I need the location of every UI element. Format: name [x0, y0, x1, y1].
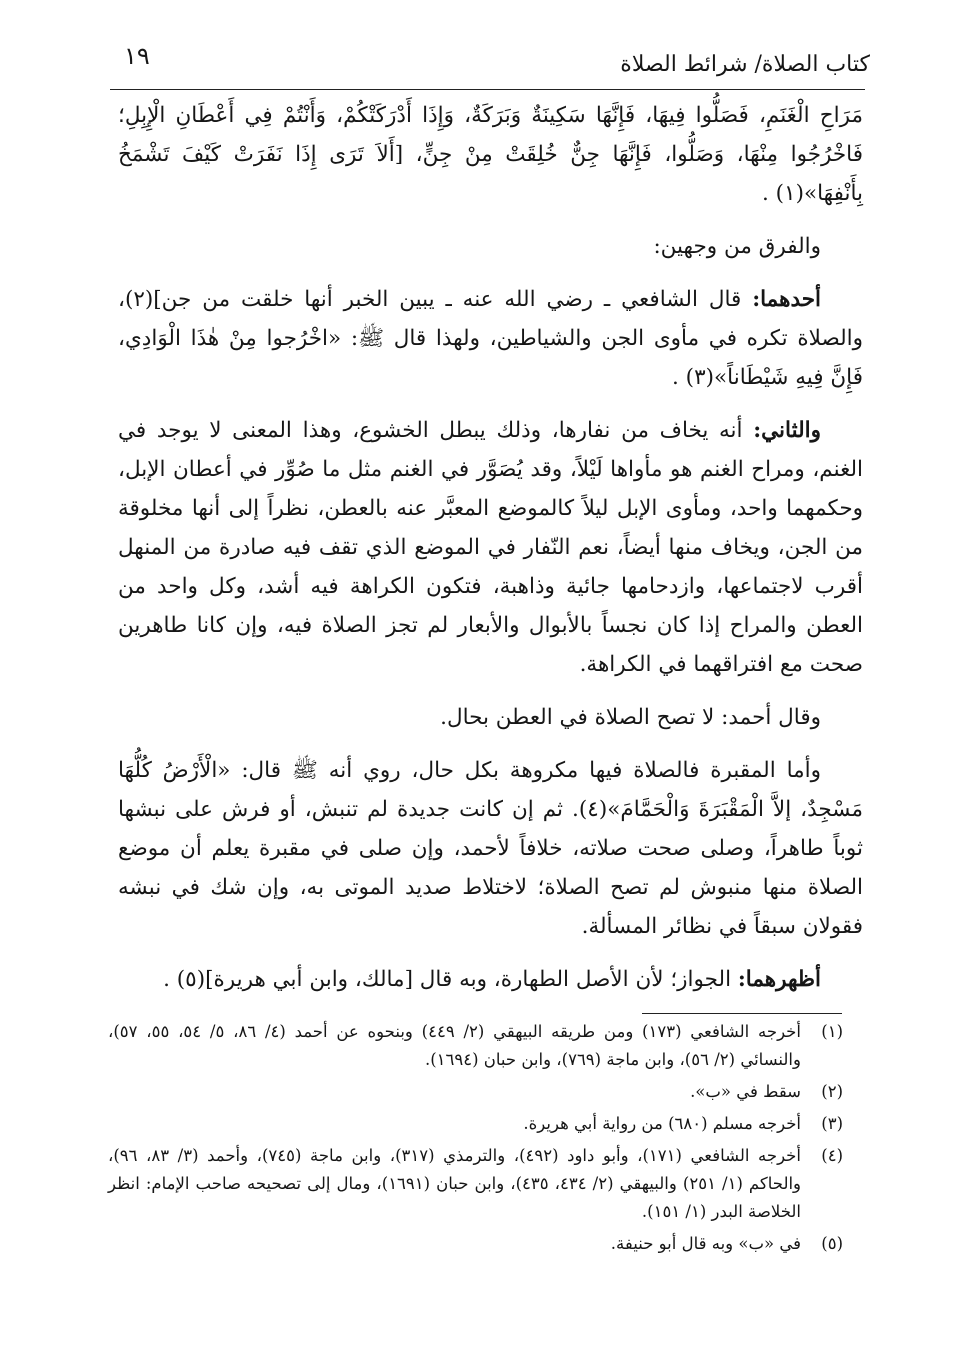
- main-text: [118, 96, 863, 999]
- first-reason-text: قال الشافعي ـ رضي الله عنه ـ يبين الخبر أنها خلقت من جن](٢)، والصلاة تكره في مأوى الجن والشياطين، ولهذا قال ﷺ: «اخْرُجوا مِنْ هٰذَا الْوَادِي، فَإِنَّ فِيهِ شَيْطَاناً»(٣) .: [118, 287, 863, 390]
- second-reason-text: أنه يخاف من نفارها، وذلك يبطل الخشوع، وهذا المعنى لا يوجد في الغنم، ومراح الغنم هو مأواها لَيْلاً، وقد يُصَوَّر في الغنم مثل ما صُوِّر في أعطان الإبل، وحكمهما واحد، ومأوى الإبل ليلاً كالموضع المعبَّر عنه بالعطن، نظراً إلى أنها مخلوقة من الجن، ويخاف منها أيضاً، نعم النّفار في الموضع الذي تقف فيه صادرة من المنهل أقرب لاجتماعها، وازدحامها جائية وذاهبة، فتكون الكراهة فيه أشد، وكل واحد من العطن والمراح إذا كان نجساً بالأبوال والأبعار لم تجز الصلاة فيه، وإن كانا طاهرين صحت مع افتراقهما في الكراهة.: [118, 418, 863, 677]
- paragraph-second-reason: [118, 411, 863, 684]
- paragraph-first-reason: [118, 280, 863, 397]
- paragraph-ahmad-view: وقال أحمد: لا تصح الصلاة في العطن بحال.: [440, 705, 821, 730]
- footnote-number: (٢): [821, 1082, 843, 1101]
- paragraph-cemetery: وأما المقبرة فالصلاة فيها مكروهة بكل حال، روي أنه ﷺ قال: «الْأَرْضُ كُلُّهَا مَسْجِدٌ، إلاَّ الْمَقْبَرَةَ وَالْحَمَّامَ»(٤). ثم إن كانت جديدة لم تنبش، أو فرش على نبشها ثوباً طاهراً، وصلى صحت صلاته، خلافاً لأحمد، وإن صلى في مقبرة يعلم أن موضع الصلاة منها منبوش لم تصح الصلاة؛ لاختلاط صديد الموتى به، وإن شك في نبشه فقولان سبقاً في نظائر المسألة.: [118, 758, 863, 939]
- second-reason-label: والثاني:: [753, 418, 821, 443]
- page-header: [110, 40, 870, 86]
- page-number: ١٩: [124, 42, 150, 70]
- footnote-text: في «ب» وبه قال أبو حنيفة.: [610, 1234, 801, 1253]
- footnote-text: أخرجه الشافعي (١٧١)، وأبو داود (٤٩٢)، والترمذي (٣١٧)، وابن ماجة (٧٤٥)، وأحمد (٣/ ٨٣، ٩٦)، والحاكم (١/ ٢٥١) والبيهقي (٢/ ٤٣٤، ٤٣٥)، وابن حبان (١٦٩١)، ومال إلى تصحيحه صاحب الإمام: انظر الخلاصة البدر (١/ ١٥١).: [108, 1146, 802, 1221]
- footnote-text: سقط في «ب».: [690, 1082, 801, 1101]
- footnote-4: [108, 1142, 843, 1226]
- footnote-5: [108, 1230, 843, 1258]
- footnote-text: أخرجه الشافعي (١٧٣) ومن طريقه البيهقي (٢/ ٤٤٩) وبنحوه عن أحمد (٤/ ٨٦، ٥/ ٥٤، ٥٥، ٥٧)، والنسائي (٢/ ٥٦)، وابن ماجة (٧٦٩)، وابن حبان (١٦٩٤).: [108, 1022, 801, 1069]
- running-title: كتاب الصلاة/ شرائط الصلاة: [620, 52, 870, 77]
- footnote-3: [108, 1110, 843, 1138]
- footnote-text: أخرجه مسلم (٦٨٠) من رواية أبي هريرة.: [523, 1114, 801, 1133]
- footnote-1: [108, 1018, 843, 1074]
- footnote-rule: [642, 1013, 842, 1014]
- footnote-number: (٥): [821, 1234, 843, 1253]
- paragraph-more-apparent: [118, 960, 863, 999]
- footnote-number: (١): [821, 1022, 843, 1041]
- first-reason-label: أحدهما:: [752, 287, 821, 312]
- footnote-2: [108, 1078, 843, 1106]
- footnotes: [108, 1018, 843, 1262]
- paragraph-difference-intro: والفرق من وجهين:: [653, 234, 821, 259]
- header-rule: [110, 89, 865, 90]
- more-apparent-label: أظهرهما:: [737, 967, 821, 992]
- more-apparent-text: الجواز؛ لأن الأصل الطهارة، وبه قال [مالك، وابن أبي هريرة](٥) .: [163, 967, 738, 992]
- footnote-number: (٤): [821, 1146, 843, 1165]
- paragraph-hadith-continuation: مَرَاحِ الْغَنَمِ، فَصَلُّوا فِيهَا، فَإِنَّهَا سَكِينَةٌ وَبَرَكَةٌ، وَإِذَا أَدْرَكَتْكُمْ، وَأَنْتُمْ فِي أَعْطَانِ الْإِبِلِ؛ فَاخْرُجُوا مِنْهَا، وَصَلُّوا، فَإِنَّهَا جِنٌّ خُلِقَتْ مِنْ جِنٍّ، [أَلاَ تَرَى إِذَا نَفَرَتْ كَيْفَ تَشْمَخُ بِأَنْفِهَا»(١) .: [118, 103, 863, 206]
- footnote-number: (٣): [821, 1114, 843, 1133]
